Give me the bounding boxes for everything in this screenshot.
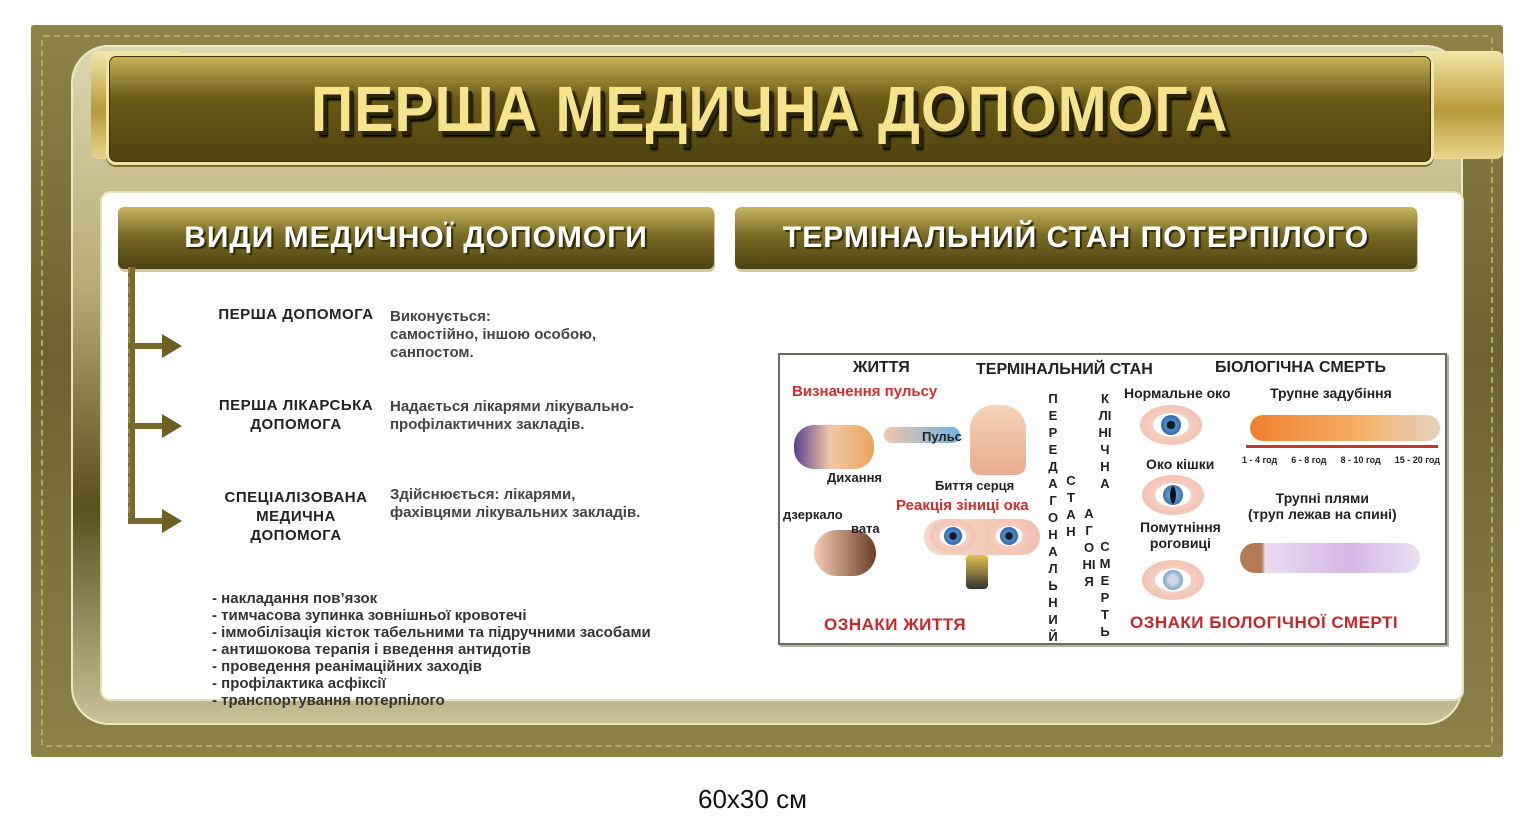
page-title: ПЕРША МЕДИЧНА ДОПОМОГА <box>311 73 1229 145</box>
col-death-label: БІОЛОГІЧНА СМЕРТЬ <box>1215 359 1387 376</box>
types-header <box>118 207 714 269</box>
cloudy-eye-icon <box>1142 560 1204 600</box>
arrow-icon <box>128 509 183 533</box>
rigor-body-illustration <box>1250 415 1440 441</box>
list-item: - антишокова терапія і введення антидотів <box>212 641 531 658</box>
pulse-label: Пульс <box>922 429 962 444</box>
signs-death-label: ОЗНАКИ БІОЛОГІЧНОЇ СМЕРТІ <box>1130 613 1399 632</box>
terminal-header <box>735 207 1417 269</box>
aid-type-title: ПЕРША ДОПОМОГА <box>218 306 374 323</box>
content-area <box>102 193 1462 709</box>
aid-type-desc: Виконується: самостійно, іншою особою, санпостом. <box>390 308 597 361</box>
list-item: - профілактика асфіксії <box>212 675 386 692</box>
cat-eye-label: Око кішки <box>1146 456 1215 472</box>
signs-life-label: ОЗНАКИ ЖИТТЯ <box>824 615 967 634</box>
agony-vertical: АГОНІЯ <box>1082 506 1096 589</box>
terminal-infographic <box>778 353 1447 645</box>
rigor-label: Трупне задубіння <box>1270 385 1392 401</box>
death-vertical: СМЕРТЬ <box>1099 539 1111 639</box>
predagonal-vertical: ПЕРЕДАГОНАЛЬНИЙ <box>1047 391 1059 644</box>
aid-type-title: ПЕРША ЛІКАРСЬКА ДОПОМОГА <box>218 397 374 433</box>
arrow-icon <box>128 414 183 438</box>
size-caption: 60х30 см <box>698 784 807 814</box>
head-mirror-illustration <box>814 530 876 576</box>
normal-eye-label: Нормальне око <box>1124 385 1231 401</box>
cornea-label: Помутніння роговиці <box>1140 519 1221 551</box>
pulse-check-label: Визначення пульсу <box>792 383 938 400</box>
list-item: - іммобілізація кісток табельними та підручними засобами <box>212 624 651 641</box>
aid-type-title: СПЕЦІАЛІЗОВАНА МЕДИЧНА ДОПОМОГА <box>224 489 368 544</box>
cat-eye-icon <box>1142 475 1204 515</box>
list-item: - накладання пов’язок <box>212 590 378 607</box>
measures-list <box>212 590 651 709</box>
normal-eye-icon <box>1140 405 1202 445</box>
stand-board <box>31 25 1503 757</box>
title-bar <box>106 53 1434 165</box>
time-marks: 1 - 4 год 6 - 8 год 8 - 10 год 15 - 20 год <box>1242 455 1440 465</box>
heartbeat-label: Биття серця <box>935 478 1015 493</box>
eye-icon <box>930 519 976 553</box>
col-terminal-label: ТЕРМІНАЛЬНИЙ СТАН <box>976 361 1153 378</box>
types-connector-line <box>128 267 135 523</box>
livor-body-illustration <box>1240 543 1420 573</box>
arrow-icon <box>128 334 183 358</box>
flashlight-icon <box>966 555 988 589</box>
clinical-vertical: КЛІНІЧНА <box>1098 391 1112 491</box>
cotton-label: вата <box>851 521 880 536</box>
eye-icon <box>986 519 1032 553</box>
terminal-header-label: ТЕРМІНАЛЬНИЙ СТАН ПОТЕРПІЛОГО <box>782 221 1370 254</box>
list-item: - транспортування потерпілого <box>212 692 445 709</box>
col-life-label: ЖИТТЯ <box>853 359 910 376</box>
time-arrow <box>1246 445 1438 448</box>
list-item: - тимчасова зупинка зовнішньої кровотечі <box>212 607 527 624</box>
livor-label: Трупні плями (труп лежав на спині) <box>1248 490 1397 522</box>
list-item: - проведення реанімаційних заходів <box>212 658 482 675</box>
head-illustration <box>794 425 874 469</box>
torso-illustration <box>970 405 1026 475</box>
pupil-reaction-label: Реакція зіниці ока <box>896 497 1029 514</box>
types-header-label: ВИДИ МЕДИЧНОЇ ДОПОМОГИ <box>184 221 648 254</box>
mirror-label: дзеркало <box>783 507 843 522</box>
state-vertical: СТАН <box>1066 473 1076 539</box>
breathing-label: Дихання <box>827 470 883 485</box>
aid-type-desc: Надається лікарями лікувально- профілактичних закладів. <box>390 398 634 433</box>
aid-type-desc: Здійснюється: лікарями, фахівцями лікувальних закладів. <box>390 486 641 521</box>
